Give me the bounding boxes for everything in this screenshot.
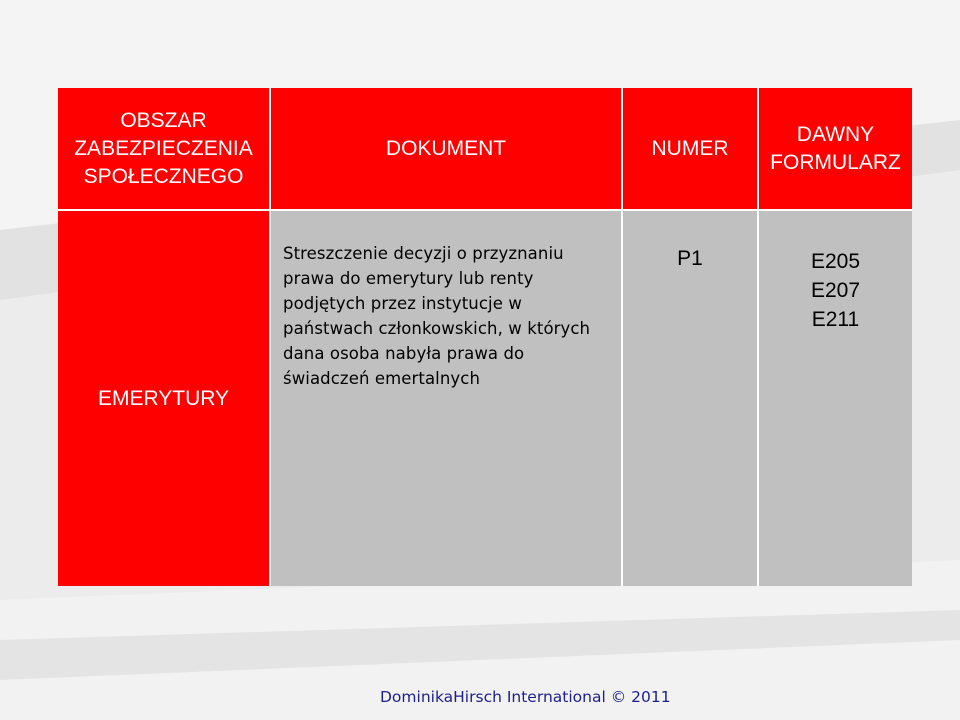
header-document: DOKUMENT bbox=[271, 88, 623, 211]
row-area-label: EMERYTURY bbox=[58, 211, 271, 586]
header-old-form: DAWNY FORMULARZ bbox=[759, 88, 912, 211]
row-number: P1 bbox=[623, 211, 759, 586]
social-security-table bbox=[58, 88, 912, 586]
header-area: OBSZAR ZABEZPIECZENIA SPOŁECZNEGO bbox=[58, 88, 271, 211]
header-number: NUMER bbox=[623, 88, 759, 211]
footer-copyright: DominikaHirsch International © 2011 bbox=[380, 688, 671, 706]
row-old-forms: E205 E207 E211 bbox=[759, 211, 912, 586]
row-document-description: Streszczenie decyzji o przyznaniu prawa do emerytury lub renty podjętych przez instytucje w państwach członkowskich, w których dana osoba nabyła prawa do świadczeń emertalnych bbox=[271, 211, 623, 586]
